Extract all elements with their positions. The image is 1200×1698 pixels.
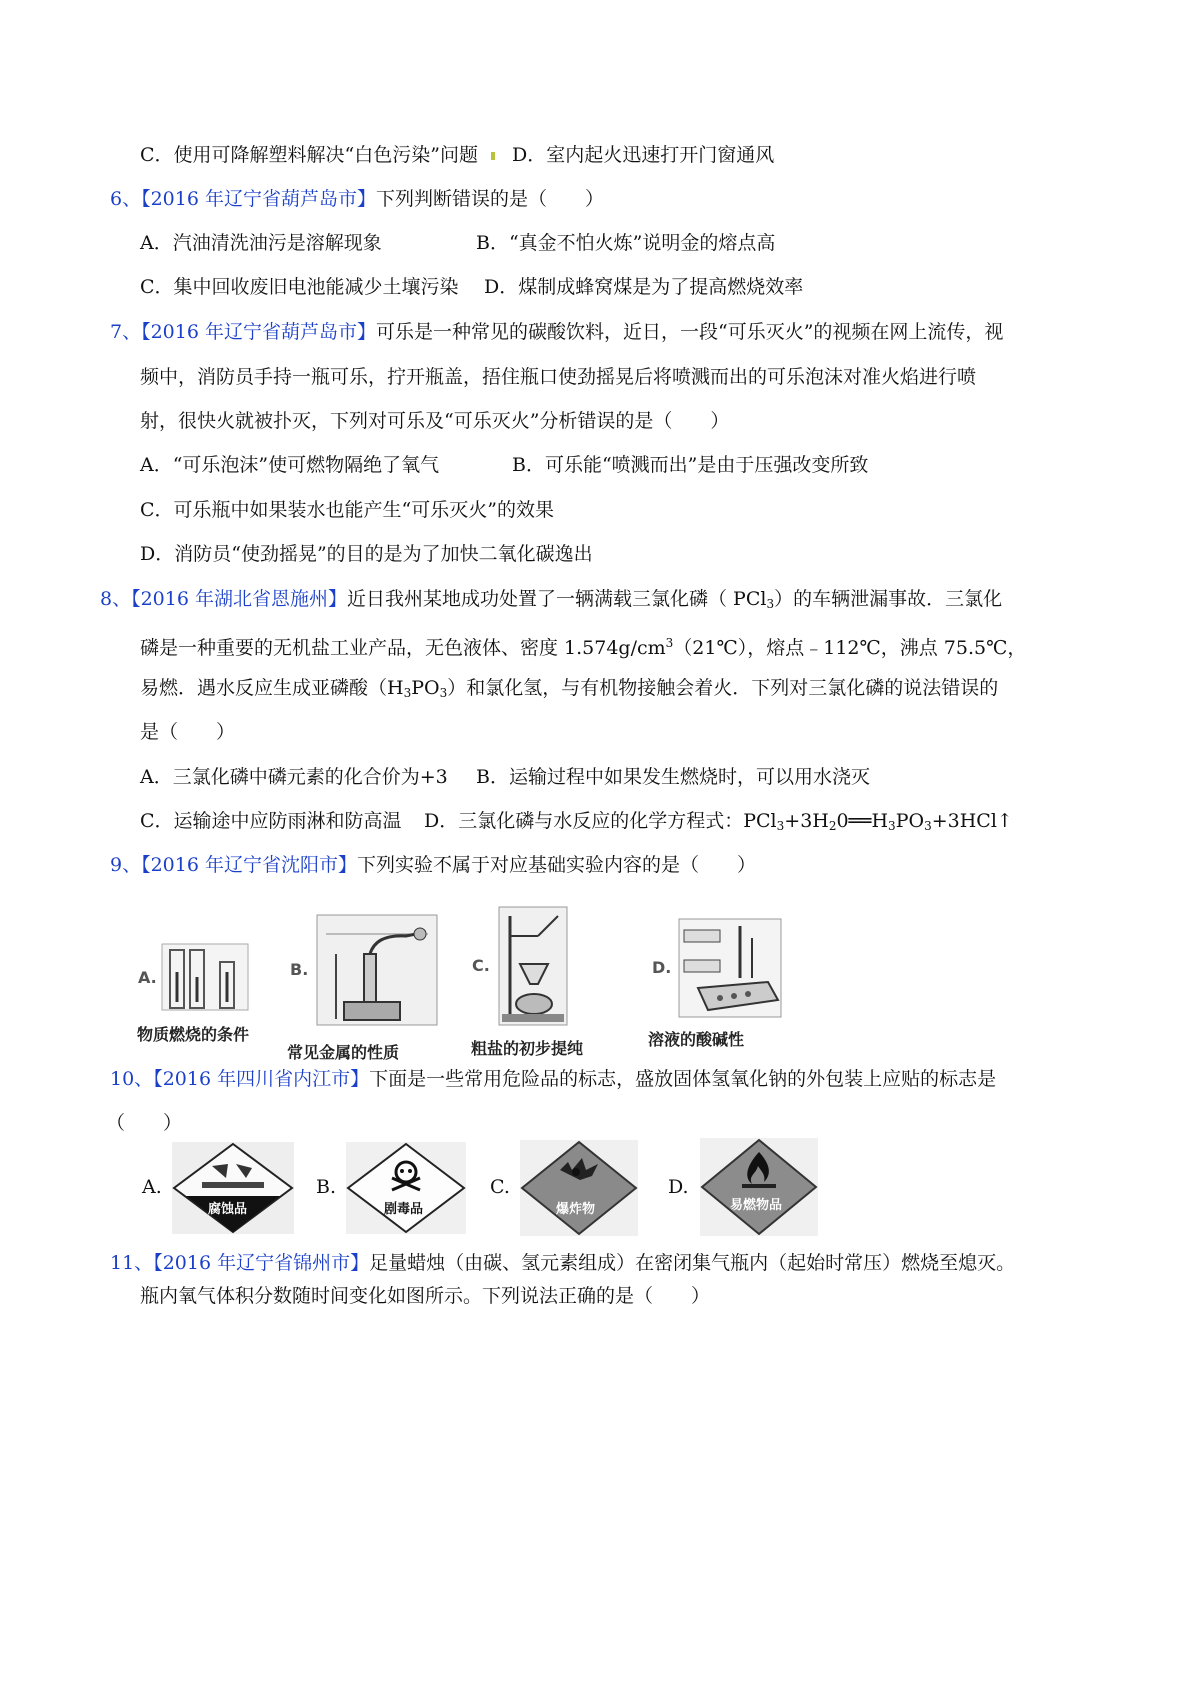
q7-stem-line-1	[110, 319, 1003, 345]
q8-stem-line-3	[140, 675, 998, 706]
q9-fig-c-caption: 粗盐的初步提纯	[471, 1039, 584, 1058]
q10-paren: （ ）	[106, 1112, 183, 1134]
q7-option-d: D．消防员“使劲摇晃”的目的是为了加快二氧化碳逸出	[140, 543, 593, 565]
q7-number: 7、	[110, 321, 142, 343]
q5-option-d: D．室内起火迅速打开门窗通风	[512, 144, 775, 166]
q8-opt-d-g: PO	[895, 810, 925, 832]
q5-option-c: C．使用可降解塑料解决“白色污染”问题	[140, 144, 478, 166]
q11-stem-line-2: 瓶内氧气体积分数随时间变化如图所示。下列说法正确的是（ ）	[140, 1285, 711, 1307]
q8-opt-d-e: 0══H	[836, 810, 889, 832]
q7-option-a: A．“可乐泡沫”使可燃物隔绝了氧气	[140, 454, 440, 476]
fig-a-combustion-apparatus-icon	[160, 942, 250, 1012]
q8-stem-2c: （21℃），熔点﹣112℃，沸点 75.5℃，	[673, 637, 1027, 659]
q6-stem: 下列判断错误的是（ ）	[376, 188, 605, 210]
q9-fig-a-caption: 物质燃烧的条件	[137, 1025, 250, 1044]
toxic-sign-icon	[346, 1142, 466, 1234]
q8-source: 【2016 年湖北省恩施州】	[131, 588, 347, 610]
q11-stem-line-1	[110, 1250, 1015, 1276]
q7-stem-1: 可乐是一种常见的碳酸饮料，近日，一段“可乐灭火”的视频在网上流传，视	[376, 321, 1004, 343]
q10-sign-d-label: D.	[668, 1176, 689, 1198]
q10-source: 【2016 年四川省内江市】	[153, 1068, 370, 1090]
q6-source: 【2016 年辽宁省葫芦岛市】	[141, 188, 376, 210]
q8-sub: 3	[439, 686, 448, 700]
q6-option-b: B．“真金不怕火炼”说明金的熔点高	[476, 232, 776, 254]
q8-stem-3e: ）和氯化氢，与有机物接触会着火．下列对三氯化磷的说法错误的	[447, 677, 999, 699]
q7-source: 【2016 年辽宁省葫芦岛市】	[141, 321, 376, 343]
q8-sub: 3	[766, 597, 775, 611]
q9-stem-line	[110, 852, 756, 878]
flammable-sign-icon	[700, 1138, 818, 1236]
q10-sign-a-text: 腐蚀品	[208, 1202, 248, 1217]
q10-number: 10、	[110, 1068, 154, 1090]
q8-opt-d-a: D．三氯化磷与水反应的化学方程式：PCl	[424, 810, 777, 832]
q10-sign-a-label: A.	[142, 1176, 162, 1198]
q8-option-d	[424, 808, 1013, 839]
q8-sub: 3	[888, 819, 896, 833]
q9-source: 【2016 年辽宁省沈阳市】	[141, 854, 357, 876]
q11-source: 【2016 年辽宁省锦州市】	[153, 1252, 370, 1274]
q10-sign-c-label: C.	[490, 1176, 510, 1198]
q8-sub: 3	[924, 819, 932, 833]
q11-number: 11、	[110, 1252, 154, 1274]
q8-option-c: C．运输途中应防雨淋和防高温	[140, 810, 402, 832]
q6-option-c: C．集中回收废旧电池能减少土壤污染	[140, 276, 459, 298]
q9-fig-b-caption: 常见金属的性质	[287, 1043, 400, 1062]
q8-opt-d-c: +3H	[784, 810, 829, 832]
q11-stem-1: 足量蜡烛（由碳、氢元素组成）在密闭集气瓶内（起始时常压）燃烧至熄灭。	[369, 1252, 1016, 1274]
q8-stem-line-2	[140, 630, 1026, 661]
q9-fig-d-label: D.	[652, 958, 672, 977]
q8-number: 8、	[100, 588, 132, 610]
q8-sub: 3	[776, 819, 785, 833]
q7-stem-line-2: 频中，消防员手持一瓶可乐，拧开瓶盖，捂住瓶口使劲摇晃后将喷溅而出的可乐泡沫对准火焰进行喷	[140, 366, 977, 388]
q6-option-d: D．煤制成蜂窝煤是为了提高燃烧效率	[484, 276, 804, 298]
q10-sign-b-label: B.	[316, 1176, 337, 1198]
q6-stem-line	[110, 186, 604, 212]
q7-stem-line-3: 射，很快火就被扑灭，下列对可乐及“可乐灭火”分析错误的是（ ）	[140, 410, 730, 432]
q7-option-b: B．可乐能“喷溅而出”是由于压强改变所致	[512, 454, 869, 476]
q8-stem-line-1	[100, 586, 1002, 617]
q10-sign-d-text: 易燃物品	[730, 1198, 783, 1213]
q9-fig-a-label: A.	[138, 968, 157, 987]
explosive-sign-icon	[520, 1140, 638, 1236]
q8-option-a: A．三氯化磷中磷元素的化合价为+3	[140, 766, 448, 788]
q6-number: 6、	[110, 188, 142, 210]
fig-b-metal-apparatus-icon	[316, 914, 438, 1026]
q8-sub: 3	[403, 686, 412, 700]
q10-sign-b-text: 剧毒品	[384, 1202, 424, 1217]
fig-c-filtration-apparatus-icon	[498, 906, 568, 1026]
q10-stem-line	[110, 1066, 996, 1092]
q8-stem-3a: 易燃．遇水反应生成亚磷酸（H	[140, 677, 404, 699]
q6-option-a: A．汽油清洗油污是溶解现象	[140, 232, 382, 254]
q10-sign-c-text: 爆炸物	[556, 1202, 596, 1217]
q8-stem-1c: ）的车辆泄漏事故．三氯化	[774, 588, 1003, 610]
q8-stem-3c: PO	[411, 677, 440, 699]
q8-stem-line-4: 是（ ）	[140, 721, 236, 743]
q8-stem-2a: 磷是一种重要的无机盐工业产品，无色液体、密度 1.574g/cm	[140, 637, 666, 659]
q7-option-c: C．可乐瓶中如果装水也能产生“可乐灭火”的效果	[140, 499, 554, 521]
q9-fig-d-caption: 溶液的酸碱性	[648, 1030, 745, 1049]
q10-stem: 下面是一些常用危险品的标志，盛放固体氢氧化钠的外包装上应贴的标志是	[369, 1068, 997, 1090]
q8-sup: 3	[665, 636, 674, 650]
q9-fig-c-label: C.	[472, 956, 490, 975]
q8-stem-1a: 近日我州某地成功处置了一辆满载三氯化磷（ PCl	[347, 588, 767, 610]
corrosive-sign-icon	[172, 1142, 294, 1234]
q8-option-b: B．运输过程中如果发生燃烧时，可以用水浇灭	[476, 766, 870, 788]
q8-opt-d-i: +3HCl↑	[931, 810, 1013, 832]
stray-mark	[491, 152, 495, 160]
q9-fig-b-label: B.	[290, 960, 309, 979]
q8-sub: 2	[828, 819, 837, 833]
q9-number: 9、	[110, 854, 142, 876]
fig-d-indicator-plate-icon	[678, 918, 782, 1018]
q9-stem: 下列实验不属于对应基础实验内容的是（ ）	[357, 854, 757, 876]
